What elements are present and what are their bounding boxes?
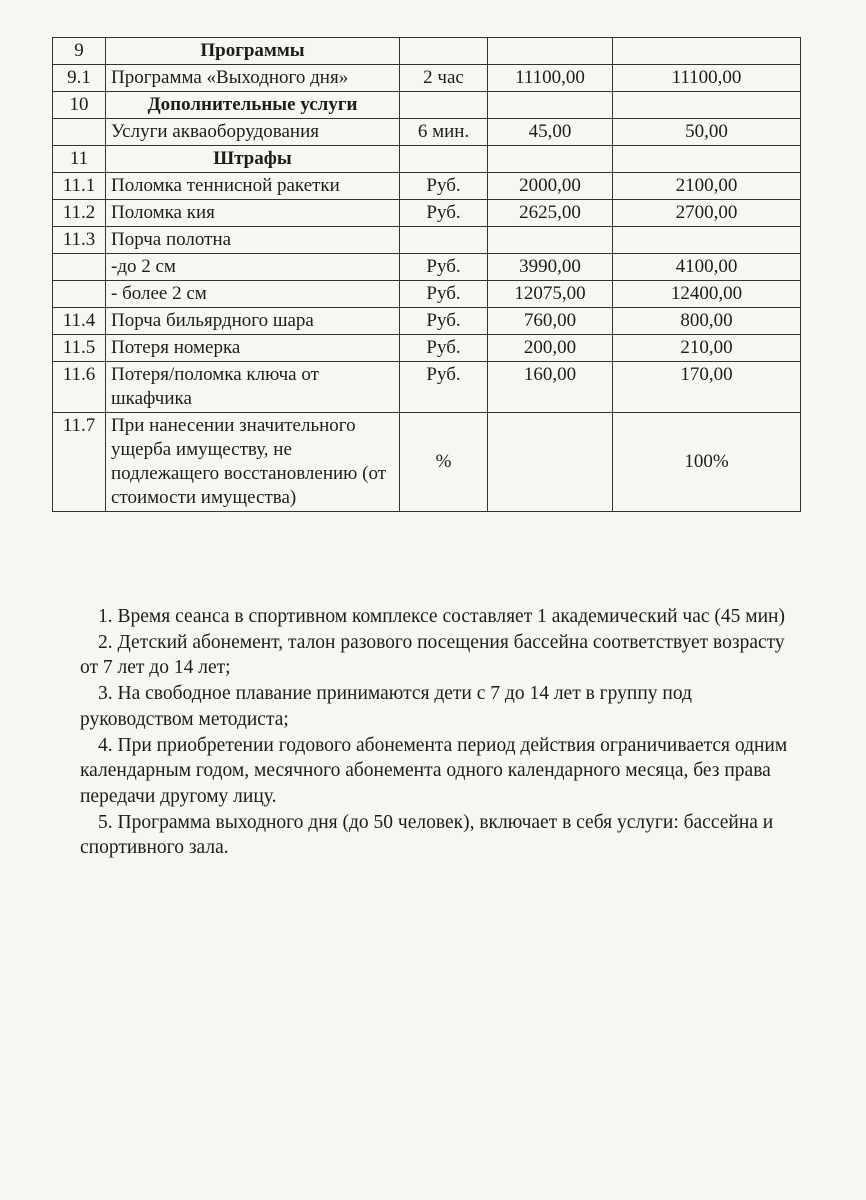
unit: Руб. — [400, 173, 488, 200]
unit: Руб. — [400, 335, 488, 362]
row-number: 11.7 — [53, 413, 106, 512]
notes — [80, 604, 800, 861]
price-table — [52, 37, 801, 512]
note-4: 4. При приобретении годового абонемента период действия ограничивается одним календарным годом, месячного абонемента одного календарного месяца, без права передачи другому лицу. — [80, 734, 788, 807]
table-row — [53, 200, 801, 227]
price-1: 200,00 — [488, 335, 613, 362]
note-2: 2. Детский абонемент, талон разового посещения бассейна соответствует возрасту от 7 лет до 14 лет; — [80, 631, 785, 679]
row-number: 11.2 — [53, 200, 106, 227]
price-1: 45,00 — [488, 119, 613, 146]
table-row — [53, 119, 801, 146]
row-number: 9 — [53, 38, 106, 65]
service-name: Штрафы — [106, 146, 400, 173]
table-row — [53, 227, 801, 254]
price-2 — [613, 92, 801, 119]
price-1: 2000,00 — [488, 173, 613, 200]
price-2: 2100,00 — [613, 173, 801, 200]
price-2 — [613, 38, 801, 65]
row-number: 11.3 — [53, 227, 106, 254]
price-2: 2700,00 — [613, 200, 801, 227]
service-name: Поломка кия — [106, 200, 400, 227]
price-2 — [613, 227, 801, 254]
price-1 — [488, 227, 613, 254]
table-row — [53, 38, 801, 65]
row-number — [53, 254, 106, 281]
price-1: 160,00 — [488, 362, 613, 413]
price-2: 170,00 — [613, 362, 801, 413]
unit — [400, 92, 488, 119]
price-2: 100% — [613, 413, 801, 512]
price-1 — [488, 413, 613, 512]
unit: % — [400, 413, 488, 512]
service-name: Порча бильярдного шара — [106, 308, 400, 335]
price-1: 12075,00 — [488, 281, 613, 308]
price-1 — [488, 92, 613, 119]
price-2: 11100,00 — [613, 65, 801, 92]
price-1: 760,00 — [488, 308, 613, 335]
table-row — [53, 413, 801, 512]
price-1: 11100,00 — [488, 65, 613, 92]
table-row — [53, 362, 801, 413]
price-2: 4100,00 — [613, 254, 801, 281]
service-name: Услуги аквaоборудования — [106, 119, 400, 146]
service-name: Дополнительные услуги — [106, 92, 400, 119]
unit: Руб. — [400, 281, 488, 308]
table-row — [53, 308, 801, 335]
table-row — [53, 65, 801, 92]
unit: Руб. — [400, 308, 488, 335]
service-name: Поломка теннисной ракетки — [106, 173, 400, 200]
unit: Руб. — [400, 254, 488, 281]
table-row — [53, 92, 801, 119]
table-row — [53, 173, 801, 200]
note-1: 1. Время сеанса в спортивном комплексе составляет 1 академический час (45 мин) — [98, 606, 785, 627]
unit: Руб. — [400, 200, 488, 227]
service-name: Программы — [106, 38, 400, 65]
price-1 — [488, 38, 613, 65]
price-1: 3990,00 — [488, 254, 613, 281]
service-name: Потеря номерка — [106, 335, 400, 362]
unit: 2 час — [400, 65, 488, 92]
unit — [400, 227, 488, 254]
row-number: 11.4 — [53, 308, 106, 335]
row-number: 10 — [53, 92, 106, 119]
unit: 6 мин. — [400, 119, 488, 146]
price-2: 50,00 — [613, 119, 801, 146]
service-name: - более 2 см — [106, 281, 400, 308]
price-2: 12400,00 — [613, 281, 801, 308]
service-name: Программа «Выходного дня» — [106, 65, 400, 92]
row-number: 11.5 — [53, 335, 106, 362]
row-number: 11.6 — [53, 362, 106, 413]
price-1: 2625,00 — [488, 200, 613, 227]
note-3: 3. На свободное плавание принимаются дети с 7 до 14 лет в группу под руководством методиста; — [80, 683, 692, 730]
table-row — [53, 281, 801, 308]
service-name: -до 2 см — [106, 254, 400, 281]
service-name: Потеря/поломка ключа от шкафчика — [106, 362, 400, 413]
row-number — [53, 281, 106, 308]
table-row — [53, 146, 801, 173]
price-2: 210,00 — [613, 335, 801, 362]
row-number: 11.1 — [53, 173, 106, 200]
price-1 — [488, 146, 613, 173]
table-row — [53, 335, 801, 362]
service-name: При нанесении значительного ущерба имуществу, не подлежащего восстановлению (от стоимости имущества) — [106, 413, 400, 512]
row-number: 9.1 — [53, 65, 106, 92]
unit: Руб. — [400, 362, 488, 413]
price-2: 800,00 — [613, 308, 801, 335]
unit — [400, 146, 488, 173]
table-row — [53, 254, 801, 281]
service-name: Порча полотна — [106, 227, 400, 254]
row-number: 11 — [53, 146, 106, 173]
unit — [400, 38, 488, 65]
note-5: 5. Программа выходного дня (до 50 человек), включает в себя услуги: бассейна и спортивного зала. — [80, 811, 774, 859]
row-number — [53, 119, 106, 146]
price-2 — [613, 146, 801, 173]
